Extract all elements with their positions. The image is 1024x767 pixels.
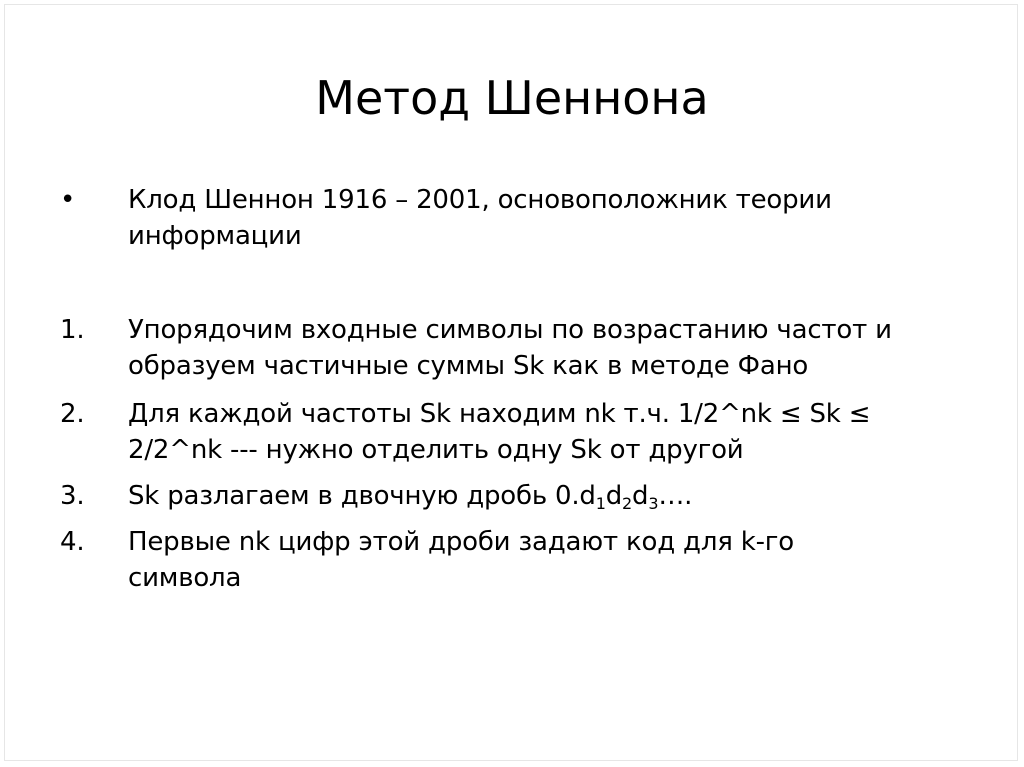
digit-d3: d (632, 481, 649, 511)
step-line-1: Первые nk цифр этой дроби задают код для k-го (128, 527, 794, 557)
step-3-prefix: Sk разлагаем в двочную дробь 0.d (128, 481, 596, 511)
step-number: 1. (60, 315, 85, 345)
digit-index-2: 2 (622, 494, 633, 513)
bullet-marker: • (60, 185, 76, 215)
step-line-2: образуем частичные суммы Sk как в методе Фано (128, 351, 809, 381)
slide-title: Метод Шеннона (315, 71, 709, 125)
intro-line-1: Клод Шеннон 1916 – 2001, основоположник теории (128, 185, 832, 215)
step-1 (60, 312, 960, 384)
step-3 (60, 478, 960, 514)
digit-d2: d (605, 481, 623, 511)
step-line-2: 2/2^nk --- нужно отделить одну Sk от другой (128, 435, 744, 465)
step-4 (60, 524, 960, 596)
step-number: 4. (60, 527, 85, 557)
step-text (128, 524, 794, 596)
step-line-1: Для каждой частоты Sk находим nk т.ч. 1/2^nk ≤ Sk ≤ (128, 399, 871, 429)
intro-line-2: информации (128, 221, 302, 251)
step-3-suffix: …. (658, 481, 693, 511)
digit-index-1: 1 (595, 494, 606, 513)
digit-index-3: 3 (648, 494, 659, 513)
step-text (128, 312, 892, 384)
step-text (128, 396, 870, 468)
intro-text (128, 182, 832, 254)
step-line-1: Упорядочим входные символы по возрастанию частот и (128, 315, 892, 345)
step-line-1 (128, 478, 692, 514)
intro-bullet (60, 182, 960, 254)
step-line-2: символа (128, 563, 242, 593)
step-text (128, 478, 692, 514)
step-2 (60, 396, 960, 468)
step-number: 2. (60, 399, 85, 429)
step-number: 3. (60, 481, 85, 511)
